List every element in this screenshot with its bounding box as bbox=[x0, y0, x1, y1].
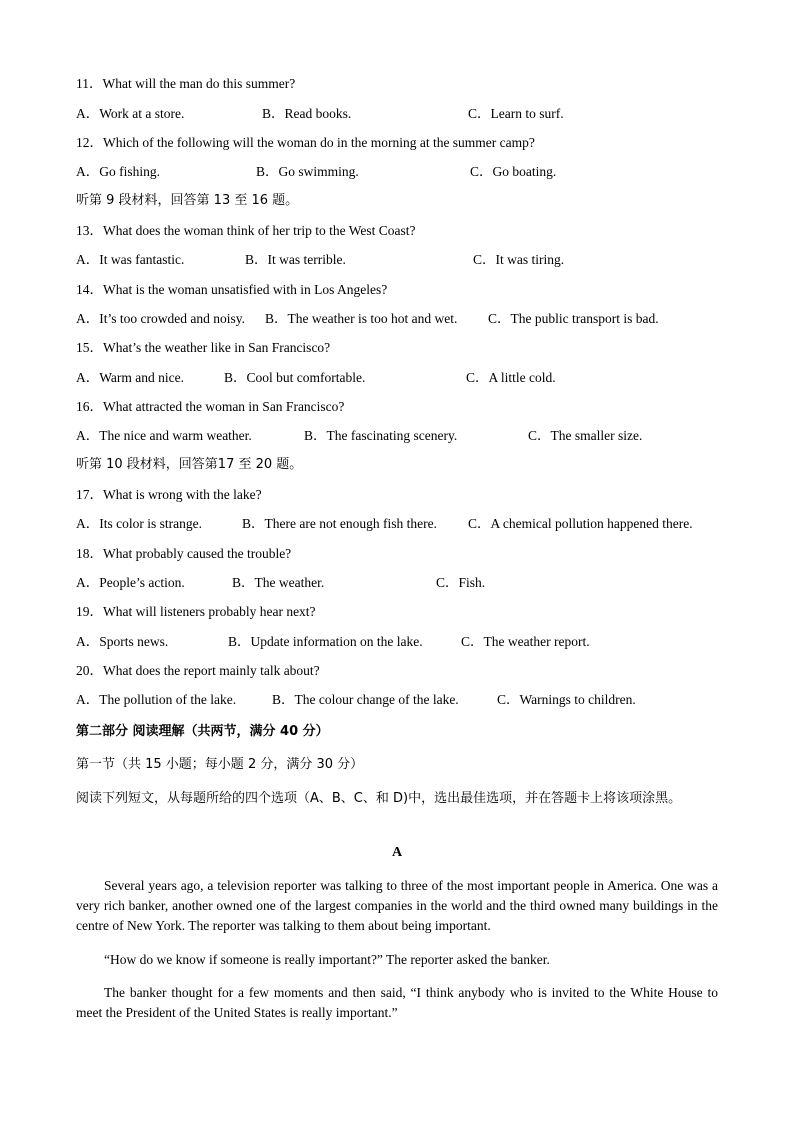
question-stem: 13．What does the woman think of her trip to the West Coast? bbox=[76, 223, 416, 238]
option-b: B．Update information on the lake. bbox=[228, 634, 423, 649]
option-a: A．Work at a store. bbox=[76, 106, 185, 121]
option-c: C．It was tiring. bbox=[473, 252, 565, 267]
question-20 bbox=[76, 662, 320, 680]
question-stem: 12．Which of the following will the woman do in the morning at the summer camp? bbox=[76, 135, 535, 150]
option-a: A．The pollution of the lake. bbox=[76, 692, 237, 707]
option-b: B．The fascinating scenery. bbox=[304, 428, 458, 443]
option-a: A．It was fantastic. bbox=[76, 252, 185, 267]
option-a: A．Warm and nice. bbox=[76, 370, 184, 385]
option-c: C．The smaller size. bbox=[528, 428, 643, 443]
question-14 bbox=[76, 281, 387, 299]
question-stem: 14．What is the woman unsatisfied with in Los Angeles? bbox=[76, 282, 388, 297]
option-a: A．Its color is strange. bbox=[76, 516, 202, 531]
option-b: B．Cool but comfortable. bbox=[224, 370, 366, 385]
reading-instruction: 阅读下列短文，从每题所给的四个选项（A、B、C、和 D)中，选出最佳选项，并在答题卡上将该项涂黑。 bbox=[76, 791, 682, 806]
question-stem: 18．What probably caused the trouble? bbox=[76, 546, 292, 561]
option-b: B．There are not enough fish there. bbox=[242, 516, 437, 531]
option-a: A．The nice and warm weather. bbox=[76, 428, 252, 443]
option-c: C．Fish. bbox=[436, 575, 486, 590]
question-stem: 16．What attracted the woman in San Francisco? bbox=[76, 399, 345, 414]
option-c: C．Learn to surf. bbox=[468, 106, 564, 121]
passage-paragraph-2: “How do we know if someone is really important?” The reporter asked the banker. bbox=[104, 952, 550, 967]
option-c: C．Go boating. bbox=[470, 164, 557, 179]
section-1-heading: 第一节（共 15 小题；每小题 2 分，满分 30 分） bbox=[76, 757, 364, 772]
option-b: B．The weather. bbox=[232, 575, 325, 590]
option-a: A．It’s too crowded and noisy. bbox=[76, 311, 245, 326]
option-a: A．People’s action. bbox=[76, 575, 185, 590]
option-c: C．A chemical pollution happened there. bbox=[468, 516, 693, 531]
option-a: A．Go fishing. bbox=[76, 164, 160, 179]
question-12 bbox=[76, 134, 535, 152]
option-c: C．Warnings to children. bbox=[497, 692, 636, 707]
section-10-heading: 听第 10 段材料，回答第17 至 20 题。 bbox=[76, 457, 303, 472]
option-b: B．Read books. bbox=[262, 106, 352, 121]
option-b: B．It was terrible. bbox=[245, 252, 346, 267]
question-11 bbox=[76, 75, 295, 93]
option-b: B．Go swimming. bbox=[256, 164, 359, 179]
question-stem: 17．What is wrong with the lake? bbox=[76, 487, 262, 502]
option-b: B．The colour change of the lake. bbox=[272, 692, 459, 707]
question-16 bbox=[76, 398, 344, 416]
question-15 bbox=[76, 339, 330, 357]
option-c: C．A little cold. bbox=[466, 370, 556, 385]
question-stem: 11．What will the man do this summer? bbox=[76, 76, 296, 91]
option-c: C．The public transport is bad. bbox=[488, 311, 659, 326]
passage-label: A bbox=[391, 845, 403, 860]
question-stem: 15．What’s the weather like in San Francisco? bbox=[76, 340, 331, 355]
question-18 bbox=[76, 545, 291, 563]
question-13 bbox=[76, 222, 415, 240]
question-stem: 20．What does the report mainly talk about? bbox=[76, 663, 320, 678]
question-17 bbox=[76, 486, 262, 504]
part-2-title: 第二部分 阅读理解（共两节，满分 40 分） bbox=[76, 724, 329, 739]
option-a: A．Sports news. bbox=[76, 634, 169, 649]
passage-paragraph-3: The banker thought for a few moments and then said, “I think anybody who is invited to the White House to meet the President of the United States is really important.” bbox=[76, 985, 718, 1020]
section-9-heading: 听第 9 段材料，回答第 13 至 16 题。 bbox=[76, 193, 299, 208]
question-19 bbox=[76, 603, 316, 621]
option-c: C．The weather report. bbox=[461, 634, 590, 649]
option-b: B．The weather is too hot and wet. bbox=[265, 311, 458, 326]
passage-paragraph-1: Several years ago, a television reporter was talking to three of the most important people in America. One was a very rich banker, another owned one of the largest companies in the world and the third owned many buildings in the centre of New York. The reporter was talking to them about being important. bbox=[76, 878, 718, 933]
question-stem: 19．What will listeners probably hear next? bbox=[76, 604, 316, 619]
